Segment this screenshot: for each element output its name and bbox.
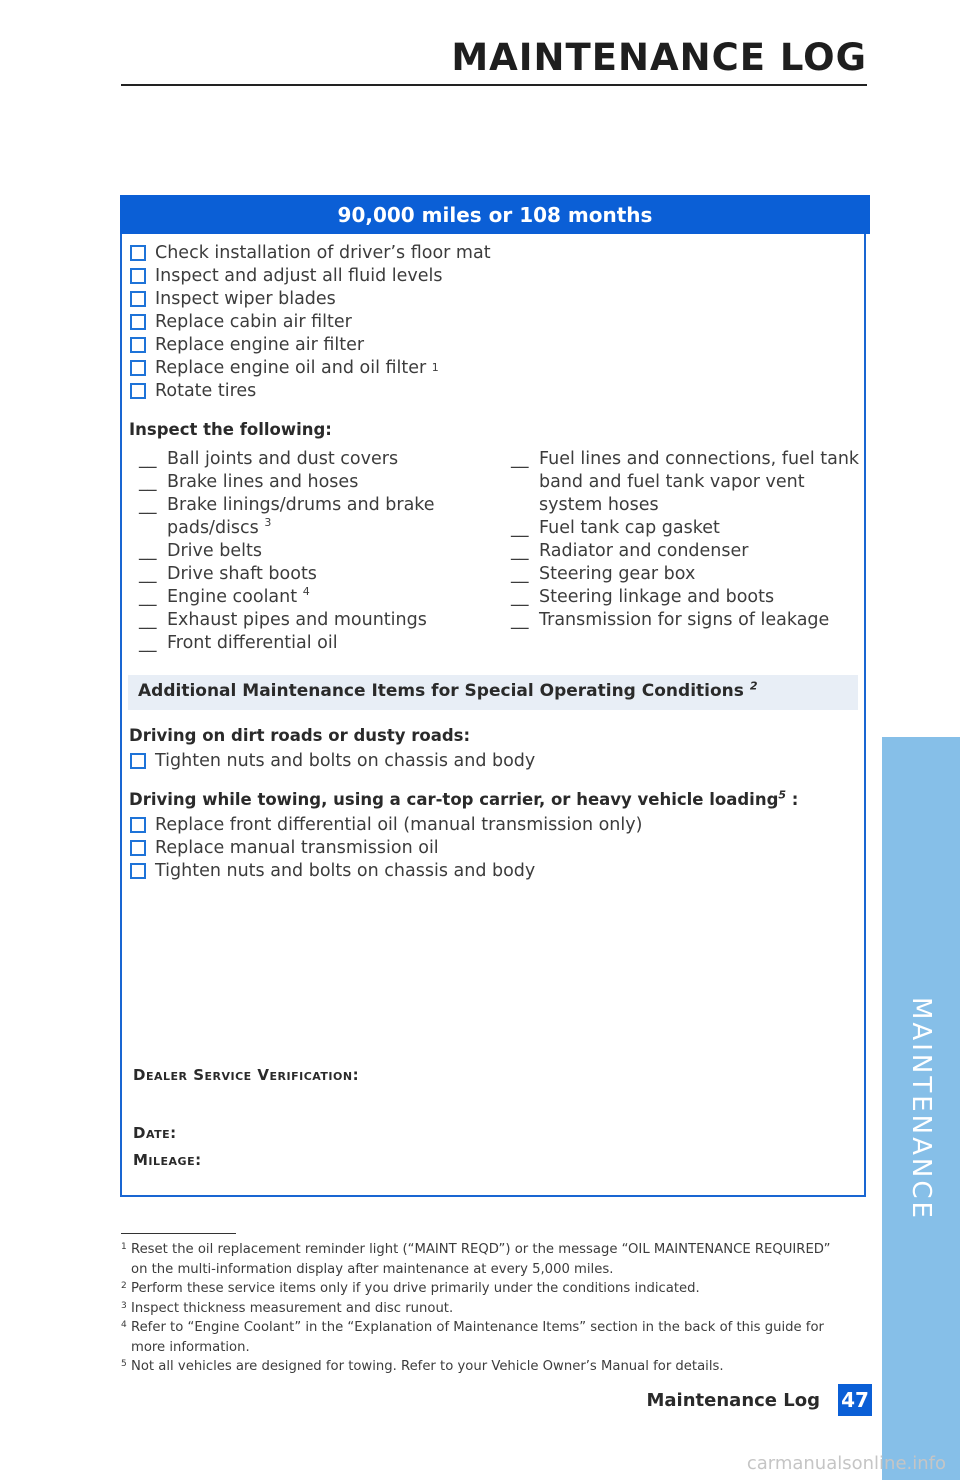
checklist-item[interactable]: Replace manual transmission oil	[130, 836, 642, 859]
checklist-item[interactable]: Replace front differential oil (manual transmission only)	[130, 813, 642, 836]
checklist-item[interactable]: Tighten nuts and bolts on chassis and body	[130, 859, 642, 882]
checkbox[interactable]	[130, 840, 146, 856]
dirt-roads-checklist	[130, 749, 535, 772]
footnote: 5 Not all vehicles are designed for towing. Refer to your Vehicle Owner’s Manual for details.	[121, 1359, 724, 1374]
footnote: 3 Inspect thickness measurement and disc runout.	[121, 1300, 454, 1316]
inspect-item: __ Steering linkage and boots	[511, 587, 775, 607]
checklist-item[interactable]: Rotate tires	[130, 379, 491, 402]
inspect-item: __ Drive shaft boots	[139, 564, 317, 584]
checklist-item[interactable]: Inspect wiper blades	[130, 287, 491, 310]
inspect-item: __ Brake lines and hoses	[139, 472, 359, 492]
checklist-item[interactable]: Replace engine air filter	[130, 333, 491, 356]
dirt-roads-heading: Driving on dirt roads or dusty roads:	[129, 726, 471, 745]
footnote: 4 Refer to “Engine Coolant” in the “Explanation of Maintenance Items” section in the back of this guide for more information.	[121, 1320, 824, 1355]
watermark: carmanualsonline.info	[746, 1453, 946, 1474]
inspect-left-column	[139, 448, 479, 655]
checkbox[interactable]	[130, 291, 146, 307]
checklist-item[interactable]: Replace engine oil and oil filter 1	[130, 356, 491, 379]
checklist-item[interactable]: Check installation of driver’s floor mat	[130, 241, 491, 264]
special-conditions-title: Additional Maintenance Items for Special Operating Conditions $^2$	[138, 679, 758, 701]
inspect-item: __ Brake linings/drums and brake pads/discs $^3$	[139, 495, 435, 538]
page-number: 47	[838, 1384, 872, 1416]
checkbox[interactable]	[130, 360, 146, 376]
checkbox[interactable]	[130, 863, 146, 879]
inspect-item: __ Ball joints and dust covers	[139, 449, 399, 469]
inspect-right-column	[511, 448, 866, 632]
inspect-item: __ Exhaust pipes and mountings	[139, 610, 427, 630]
side-tab-label: MAINTENANCE	[906, 996, 936, 1221]
checkbox[interactable]	[130, 753, 146, 769]
checkbox[interactable]	[130, 314, 146, 330]
inspect-item: __ Fuel lines and connections, fuel tank band and fuel tank vapor vent system hoses	[511, 449, 860, 515]
footnote: 1 Reset the oil replacement reminder light (“MAINT REQD”) or the message “OIL MAINTENANCE REQUIRED” on the multi-information display after maintenance at every 5,000 miles.	[121, 1242, 831, 1277]
checkbox[interactable]	[130, 268, 146, 284]
inspect-item: __ Steering gear box	[511, 564, 696, 584]
inspect-item: __ Radiator and condenser	[511, 541, 749, 561]
inspect-item: __ Front differential oil	[139, 633, 338, 653]
page-title: MAINTENANCE LOG	[451, 36, 867, 79]
footnotes	[121, 1240, 851, 1377]
date-label: Date:	[133, 1124, 177, 1142]
inspect-item: __ Engine coolant $^4$	[139, 585, 310, 607]
checklist-item[interactable]: Tighten nuts and bolts on chassis and body	[130, 749, 535, 772]
inspect-item: __ Fuel tank cap gasket	[511, 518, 720, 538]
title-rule	[121, 84, 867, 86]
checklist-item[interactable]: Replace cabin air filter	[130, 310, 491, 333]
side-tab-label-wrap	[882, 737, 960, 1480]
dealer-verification-label: Dealer Service Verification:	[133, 1066, 360, 1084]
footnote: 2 Perform these service items only if you drive primarily under the conditions indicated.	[121, 1281, 700, 1296]
towing-heading: Driving while towing, using a car-top carrier, or heavy vehicle loading$^5$ :	[129, 788, 799, 809]
towing-checklist	[130, 813, 642, 882]
service-checklist	[130, 241, 491, 402]
checklist-item[interactable]: Inspect and adjust all fluid levels	[130, 264, 491, 287]
checkbox[interactable]	[130, 245, 146, 261]
footnote-rule	[121, 1233, 236, 1234]
box-header: 90,000 miles or 108 months	[120, 195, 870, 234]
checkbox[interactable]	[130, 817, 146, 833]
checkbox[interactable]	[130, 337, 146, 353]
inspect-item: __ Transmission for signs of leakage	[511, 610, 830, 630]
checkbox[interactable]	[130, 383, 146, 399]
inspect-item: __ Drive belts	[139, 541, 262, 561]
footer-section-label: Maintenance Log	[646, 1390, 820, 1411]
mileage-label: Mileage:	[133, 1151, 202, 1169]
inspect-heading: Inspect the following:	[129, 420, 332, 439]
